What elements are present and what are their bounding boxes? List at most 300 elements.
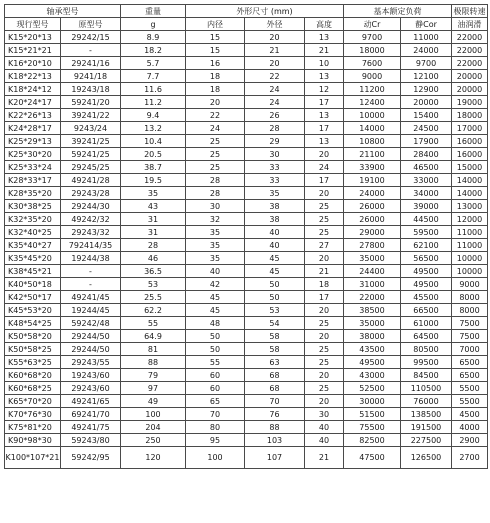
current-model-header: 现行型号 <box>5 18 61 31</box>
original-model-cell: - <box>61 44 121 57</box>
height-cell: 25 <box>305 356 344 369</box>
inner-diameter-cell: 95 <box>186 434 245 447</box>
weight-cell: 10.4 <box>121 135 186 148</box>
outer-diameter-cell: 68 <box>245 369 305 382</box>
dynamic-load-cell: 26000 <box>344 200 401 213</box>
height-cell: 20 <box>305 395 344 408</box>
inner-diameter-cell: 20 <box>186 96 245 109</box>
dynamic-load-cell: 38000 <box>344 330 401 343</box>
table-row <box>5 44 488 57</box>
dynamic-load-cell: 82500 <box>344 434 401 447</box>
dynamic-load-cell: 22000 <box>344 291 401 304</box>
outer-diameter-cell: 68 <box>245 382 305 395</box>
static-load-cell: 110500 <box>401 382 452 395</box>
limit-speed-cell: 8000 <box>452 291 488 304</box>
inner-diameter-cell: 45 <box>186 291 245 304</box>
dynamic-load-cell: 43000 <box>344 369 401 382</box>
inner-diameter-cell: 28 <box>186 187 245 200</box>
table-body <box>5 31 488 469</box>
original-model-cell: 39241/25 <box>61 135 121 148</box>
weight-cell: 11.2 <box>121 96 186 109</box>
table-row <box>5 57 488 70</box>
limit-speed-cell: 16000 <box>452 148 488 161</box>
inner-diameter-cell: 28 <box>186 174 245 187</box>
height-cell: 30 <box>305 408 344 421</box>
outer-diameter-cell: 33 <box>245 161 305 174</box>
static-load-cell: 12900 <box>401 83 452 96</box>
original-model-cell: 39241/22 <box>61 109 121 122</box>
outer-diameter-cell: 45 <box>245 265 305 278</box>
bearing-spec-table <box>4 4 488 469</box>
original-model-cell: 29243/32 <box>61 226 121 239</box>
height-cell: 17 <box>305 96 344 109</box>
limit-speed-cell: 15000 <box>452 161 488 174</box>
height-cell: 24 <box>305 161 344 174</box>
inner-diameter-cell: 60 <box>186 382 245 395</box>
inner-diameter-cell: 24 <box>186 122 245 135</box>
limit-speed-cell: 10000 <box>452 265 488 278</box>
limit-speed-cell: 6500 <box>452 356 488 369</box>
current-model-cell: K15*20*13 <box>5 31 61 44</box>
weight-cell: 97 <box>121 382 186 395</box>
dynamic-load-cell: 7600 <box>344 57 401 70</box>
table-row <box>5 174 488 187</box>
inner-diameter-cell: 50 <box>186 343 245 356</box>
table-row <box>5 369 488 382</box>
limit-speed-cell: 7500 <box>452 317 488 330</box>
table-row <box>5 304 488 317</box>
table-row <box>5 421 488 434</box>
static-load-cell: 24500 <box>401 122 452 135</box>
dynamic-load-cell: 12400 <box>344 96 401 109</box>
outer-diameter-cell: 30 <box>245 148 305 161</box>
inner-diameter-cell: 32 <box>186 213 245 226</box>
original-model-cell: 29243/28 <box>61 187 121 200</box>
weight-cell: 31 <box>121 226 186 239</box>
current-model-cell: K50*58*25 <box>5 343 61 356</box>
bearing-table-container <box>4 4 488 469</box>
original-model-cell: 49242/32 <box>61 213 121 226</box>
outer-diameter-cell: 50 <box>245 291 305 304</box>
limit-speed-cell: 11000 <box>452 226 488 239</box>
static-load-cell: 62100 <box>401 239 452 252</box>
inner-diameter-cell: 25 <box>186 135 245 148</box>
dynamic-load-cell: 21100 <box>344 148 401 161</box>
weight-cell: 81 <box>121 343 186 356</box>
limit-speed-cell: 20000 <box>452 83 488 96</box>
weight-cell: 9.4 <box>121 109 186 122</box>
limit-speed-cell: 18000 <box>452 109 488 122</box>
height-cell: 25 <box>305 343 344 356</box>
weight-cell: 19.5 <box>121 174 186 187</box>
outer-diameter-cell: 50 <box>245 278 305 291</box>
current-model-cell: K15*21*21 <box>5 44 61 57</box>
limit-speed-cell: 13000 <box>452 200 488 213</box>
dynamic-load-cell: 33900 <box>344 161 401 174</box>
static-load-cell: 49500 <box>401 265 452 278</box>
limit-speed-cell: 11000 <box>452 239 488 252</box>
current-model-cell: K60*68*20 <box>5 369 61 382</box>
static-load-cell: 191500 <box>401 421 452 434</box>
original-model-cell: 19244/38 <box>61 252 121 265</box>
dynamic-load-cell: 43500 <box>344 343 401 356</box>
static-load-cell: 80500 <box>401 343 452 356</box>
current-model-cell: K22*26*13 <box>5 109 61 122</box>
current-model-cell: K50*58*20 <box>5 330 61 343</box>
dynamic-load-cell: 19100 <box>344 174 401 187</box>
inner-diameter-cell: 70 <box>186 408 245 421</box>
outer-diameter-cell: 26 <box>245 109 305 122</box>
current-model-cell: K38*45*21 <box>5 265 61 278</box>
outer-diameter-cell: 35 <box>245 187 305 200</box>
static-load-cell: 11000 <box>401 31 452 44</box>
height-cell: 20 <box>305 304 344 317</box>
static-load-cell: 12100 <box>401 70 452 83</box>
original-model-cell: 69241/70 <box>61 408 121 421</box>
table-row <box>5 278 488 291</box>
static-load-cell: 39000 <box>401 200 452 213</box>
table-row <box>5 382 488 395</box>
height-cell: 21 <box>305 447 344 469</box>
height-cell: 17 <box>305 174 344 187</box>
weight-cell: 79 <box>121 369 186 382</box>
limit-speed-cell: 14000 <box>452 187 488 200</box>
inner-diameter-cell: 35 <box>186 239 245 252</box>
limit-speed-cell: 6500 <box>452 369 488 382</box>
limit-speed-cell: 7000 <box>452 343 488 356</box>
outer-diameter-cell: 40 <box>245 239 305 252</box>
limit-speed-cell: 22000 <box>452 31 488 44</box>
limit-speed-cell: 14000 <box>452 174 488 187</box>
header-row-1 <box>5 5 488 18</box>
dynamic-load-cell: 29000 <box>344 226 401 239</box>
dynamic-load-cell: 38500 <box>344 304 401 317</box>
original-model-cell: 29244/50 <box>61 330 121 343</box>
outer-diameter-cell: 53 <box>245 304 305 317</box>
static-load-cell: 28400 <box>401 148 452 161</box>
static-load-header: 静Cor <box>401 18 452 31</box>
dynamic-load-cell: 35000 <box>344 252 401 265</box>
limit-speed-cell: 5500 <box>452 382 488 395</box>
inner-diameter-cell: 35 <box>186 226 245 239</box>
current-model-cell: K40*50*18 <box>5 278 61 291</box>
height-cell: 25 <box>305 213 344 226</box>
table-row <box>5 252 488 265</box>
outer-diameter-cell: 45 <box>245 252 305 265</box>
static-load-cell: 56500 <box>401 252 452 265</box>
height-cell: 10 <box>305 57 344 70</box>
outer-diameter-cell: 54 <box>245 317 305 330</box>
outer-diameter-cell: 33 <box>245 174 305 187</box>
limit-speed-cell: 8000 <box>452 304 488 317</box>
height-cell: 25 <box>305 317 344 330</box>
limit-speed-cell: 7500 <box>452 330 488 343</box>
limit-speed-cell: 16000 <box>452 135 488 148</box>
height-cell: 40 <box>305 434 344 447</box>
height-cell: 40 <box>305 421 344 434</box>
dynamic-load-cell: 24400 <box>344 265 401 278</box>
dynamic-load-cell: 35000 <box>344 317 401 330</box>
static-load-cell: 76000 <box>401 395 452 408</box>
outer-diameter-cell: 29 <box>245 135 305 148</box>
current-model-cell: K42*50*17 <box>5 291 61 304</box>
dynamic-load-cell: 26000 <box>344 213 401 226</box>
original-model-cell: 792414/35 <box>61 239 121 252</box>
table-row <box>5 226 488 239</box>
height-cell: 18 <box>305 278 344 291</box>
static-load-cell: 34000 <box>401 187 452 200</box>
current-model-cell: K75*81*20 <box>5 421 61 434</box>
dynamic-load-header: 动Cr <box>344 18 401 31</box>
weight-cell: 35 <box>121 187 186 200</box>
table-row <box>5 83 488 96</box>
height-cell: 13 <box>305 135 344 148</box>
inner-diameter-cell: 65 <box>186 395 245 408</box>
inner-diameter-header: 内径 <box>186 18 245 31</box>
static-load-cell: 64500 <box>401 330 452 343</box>
dynamic-load-cell: 31000 <box>344 278 401 291</box>
inner-diameter-cell: 30 <box>186 200 245 213</box>
limit-speed-cell: 2900 <box>452 434 488 447</box>
height-header: 高度 <box>305 18 344 31</box>
original-model-cell: 49241/65 <box>61 395 121 408</box>
outer-diameter-cell: 63 <box>245 356 305 369</box>
dynamic-load-cell: 30000 <box>344 395 401 408</box>
height-cell: 25 <box>305 200 344 213</box>
inner-diameter-cell: 25 <box>186 148 245 161</box>
static-load-cell: 59500 <box>401 226 452 239</box>
inner-diameter-cell: 25 <box>186 161 245 174</box>
static-load-cell: 66500 <box>401 304 452 317</box>
current-model-cell: K100*107*21 <box>5 447 61 469</box>
table-row <box>5 395 488 408</box>
static-load-cell: 46500 <box>401 161 452 174</box>
height-cell: 20 <box>305 148 344 161</box>
static-load-cell: 17900 <box>401 135 452 148</box>
inner-diameter-cell: 60 <box>186 369 245 382</box>
dynamic-load-cell: 18000 <box>344 44 401 57</box>
table-row <box>5 148 488 161</box>
table-row <box>5 213 488 226</box>
static-load-cell: 99500 <box>401 356 452 369</box>
original-model-header: 原型号 <box>61 18 121 31</box>
table-row <box>5 161 488 174</box>
original-model-cell: 49241/28 <box>61 174 121 187</box>
inner-diameter-cell: 50 <box>186 330 245 343</box>
static-load-cell: 24000 <box>401 44 452 57</box>
table-row <box>5 408 488 421</box>
weight-cell: 64.9 <box>121 330 186 343</box>
outer-diameter-cell: 28 <box>245 122 305 135</box>
weight-cell: 31 <box>121 213 186 226</box>
static-load-cell: 61000 <box>401 317 452 330</box>
original-model-cell: 19244/45 <box>61 304 121 317</box>
weight-cell: 49 <box>121 395 186 408</box>
table-row <box>5 239 488 252</box>
height-cell: 13 <box>305 109 344 122</box>
basic-load-header: 基本额定负荷 <box>344 5 452 18</box>
original-model-cell: 59241/20 <box>61 96 121 109</box>
weight-cell: 88 <box>121 356 186 369</box>
limit-speed-cell: 2700 <box>452 447 488 469</box>
outer-diameter-cell: 40 <box>245 226 305 239</box>
original-model-cell: 29243/60 <box>61 382 121 395</box>
table-row <box>5 330 488 343</box>
limit-speed-cell: 12000 <box>452 213 488 226</box>
outer-diameter-cell: 21 <box>245 44 305 57</box>
outer-diameter-cell: 76 <box>245 408 305 421</box>
original-model-cell: 59242/95 <box>61 447 121 469</box>
weight-cell: 5.7 <box>121 57 186 70</box>
original-model-cell: 49241/75 <box>61 421 121 434</box>
weight-cell: 55 <box>121 317 186 330</box>
static-load-cell: 138500 <box>401 408 452 421</box>
limit-speed-cell: 5500 <box>452 395 488 408</box>
height-cell: 20 <box>305 187 344 200</box>
table-row <box>5 317 488 330</box>
limit-speed-header: 极限转速 <box>453 6 486 16</box>
weight-cell: 38.7 <box>121 161 186 174</box>
height-cell: 13 <box>305 31 344 44</box>
table-row <box>5 434 488 447</box>
table-row <box>5 291 488 304</box>
weight-cell: 43 <box>121 200 186 213</box>
original-model-cell: 59242/48 <box>61 317 121 330</box>
original-model-cell: 59243/80 <box>61 434 121 447</box>
height-cell: 20 <box>305 252 344 265</box>
weight-cell: 25.5 <box>121 291 186 304</box>
outer-diameter-cell: 70 <box>245 395 305 408</box>
height-cell: 17 <box>305 291 344 304</box>
height-cell: 21 <box>305 265 344 278</box>
table-row <box>5 200 488 213</box>
dynamic-load-cell: 10800 <box>344 135 401 148</box>
static-load-cell: 126500 <box>401 447 452 469</box>
height-cell: 20 <box>305 369 344 382</box>
original-model-cell: 59241/25 <box>61 148 121 161</box>
current-model-cell: K90*98*30 <box>5 434 61 447</box>
current-model-cell: K24*28*17 <box>5 122 61 135</box>
height-cell: 21 <box>305 44 344 57</box>
table-row <box>5 31 488 44</box>
inner-diameter-cell: 22 <box>186 109 245 122</box>
current-model-cell: K48*54*25 <box>5 317 61 330</box>
dynamic-load-cell: 52500 <box>344 382 401 395</box>
weight-cell: 53 <box>121 278 186 291</box>
original-model-cell: 29242/15 <box>61 31 121 44</box>
current-model-cell: K55*63*25 <box>5 356 61 369</box>
inner-diameter-cell: 15 <box>186 31 245 44</box>
outer-diameter-cell: 58 <box>245 343 305 356</box>
limit-speed-cell: 17000 <box>452 122 488 135</box>
inner-diameter-cell: 16 <box>186 57 245 70</box>
static-load-cell: 33000 <box>401 174 452 187</box>
weight-cell: 100 <box>121 408 186 421</box>
original-model-cell: 29244/30 <box>61 200 121 213</box>
limit-speed-cell: 19000 <box>452 96 488 109</box>
table-row <box>5 356 488 369</box>
weight-cell: 18.2 <box>121 44 186 57</box>
static-load-cell: 9700 <box>401 57 452 70</box>
original-model-cell: 19243/60 <box>61 369 121 382</box>
current-model-cell: K32*40*25 <box>5 226 61 239</box>
current-model-cell: K35*45*20 <box>5 252 61 265</box>
original-model-cell: - <box>61 278 121 291</box>
original-model-cell: 29245/25 <box>61 161 121 174</box>
dynamic-load-cell: 9000 <box>344 70 401 83</box>
outer-diameter-cell: 38 <box>245 213 305 226</box>
limit-speed-cell: 22000 <box>452 57 488 70</box>
inner-diameter-cell: 35 <box>186 252 245 265</box>
height-cell: 13 <box>305 70 344 83</box>
weight-header: 重量 <box>121 5 186 18</box>
static-load-cell: 20000 <box>401 96 452 109</box>
original-model-cell: 9241/18 <box>61 70 121 83</box>
table-row <box>5 96 488 109</box>
current-model-cell: K28*35*20 <box>5 187 61 200</box>
dynamic-load-cell: 27800 <box>344 239 401 252</box>
weight-cell: 28 <box>121 239 186 252</box>
weight-cell: 8.9 <box>121 31 186 44</box>
dynamic-load-cell: 10000 <box>344 109 401 122</box>
table-row <box>5 343 488 356</box>
current-model-cell: K18*22*13 <box>5 70 61 83</box>
dynamic-load-cell: 47500 <box>344 447 401 469</box>
table-row <box>5 265 488 278</box>
current-model-cell: K60*68*25 <box>5 382 61 395</box>
inner-diameter-cell: 40 <box>186 265 245 278</box>
limit-speed-cell: 20000 <box>452 70 488 83</box>
inner-diameter-cell: 18 <box>186 70 245 83</box>
current-model-cell: K25*29*13 <box>5 135 61 148</box>
dynamic-load-cell: 51500 <box>344 408 401 421</box>
weight-cell: 36.5 <box>121 265 186 278</box>
weight-cell: 11.6 <box>121 83 186 96</box>
dynamic-load-cell: 14000 <box>344 122 401 135</box>
outer-diameter-cell: 20 <box>245 57 305 70</box>
outer-diameter-cell: 24 <box>245 83 305 96</box>
outer-diameter-cell: 24 <box>245 96 305 109</box>
current-model-cell: K18*24*12 <box>5 83 61 96</box>
original-model-cell: 29241/16 <box>61 57 121 70</box>
weight-cell: 62.2 <box>121 304 186 317</box>
static-load-cell: 44500 <box>401 213 452 226</box>
dynamic-load-cell: 9700 <box>344 31 401 44</box>
inner-diameter-cell: 100 <box>186 447 245 469</box>
outer-diameter-cell: 88 <box>245 421 305 434</box>
inner-diameter-cell: 45 <box>186 304 245 317</box>
static-load-cell: 49500 <box>401 278 452 291</box>
table-row <box>5 447 488 469</box>
inner-diameter-cell: 48 <box>186 317 245 330</box>
current-model-cell: K32*35*20 <box>5 213 61 226</box>
height-cell: 25 <box>305 382 344 395</box>
original-model-cell: 19243/18 <box>61 83 121 96</box>
dynamic-load-cell: 75500 <box>344 421 401 434</box>
weight-cell: 120 <box>121 447 186 469</box>
outer-diameter-cell: 38 <box>245 200 305 213</box>
current-model-cell: K35*40*27 <box>5 239 61 252</box>
table-row <box>5 70 488 83</box>
original-model-cell: 49241/45 <box>61 291 121 304</box>
height-cell: 27 <box>305 239 344 252</box>
current-model-cell: K30*38*25 <box>5 200 61 213</box>
current-model-cell: K28*33*17 <box>5 174 61 187</box>
weight-cell: 46 <box>121 252 186 265</box>
static-load-cell: 227500 <box>401 434 452 447</box>
limit-speed-cell: 4500 <box>452 408 488 421</box>
weight-cell: 204 <box>121 421 186 434</box>
